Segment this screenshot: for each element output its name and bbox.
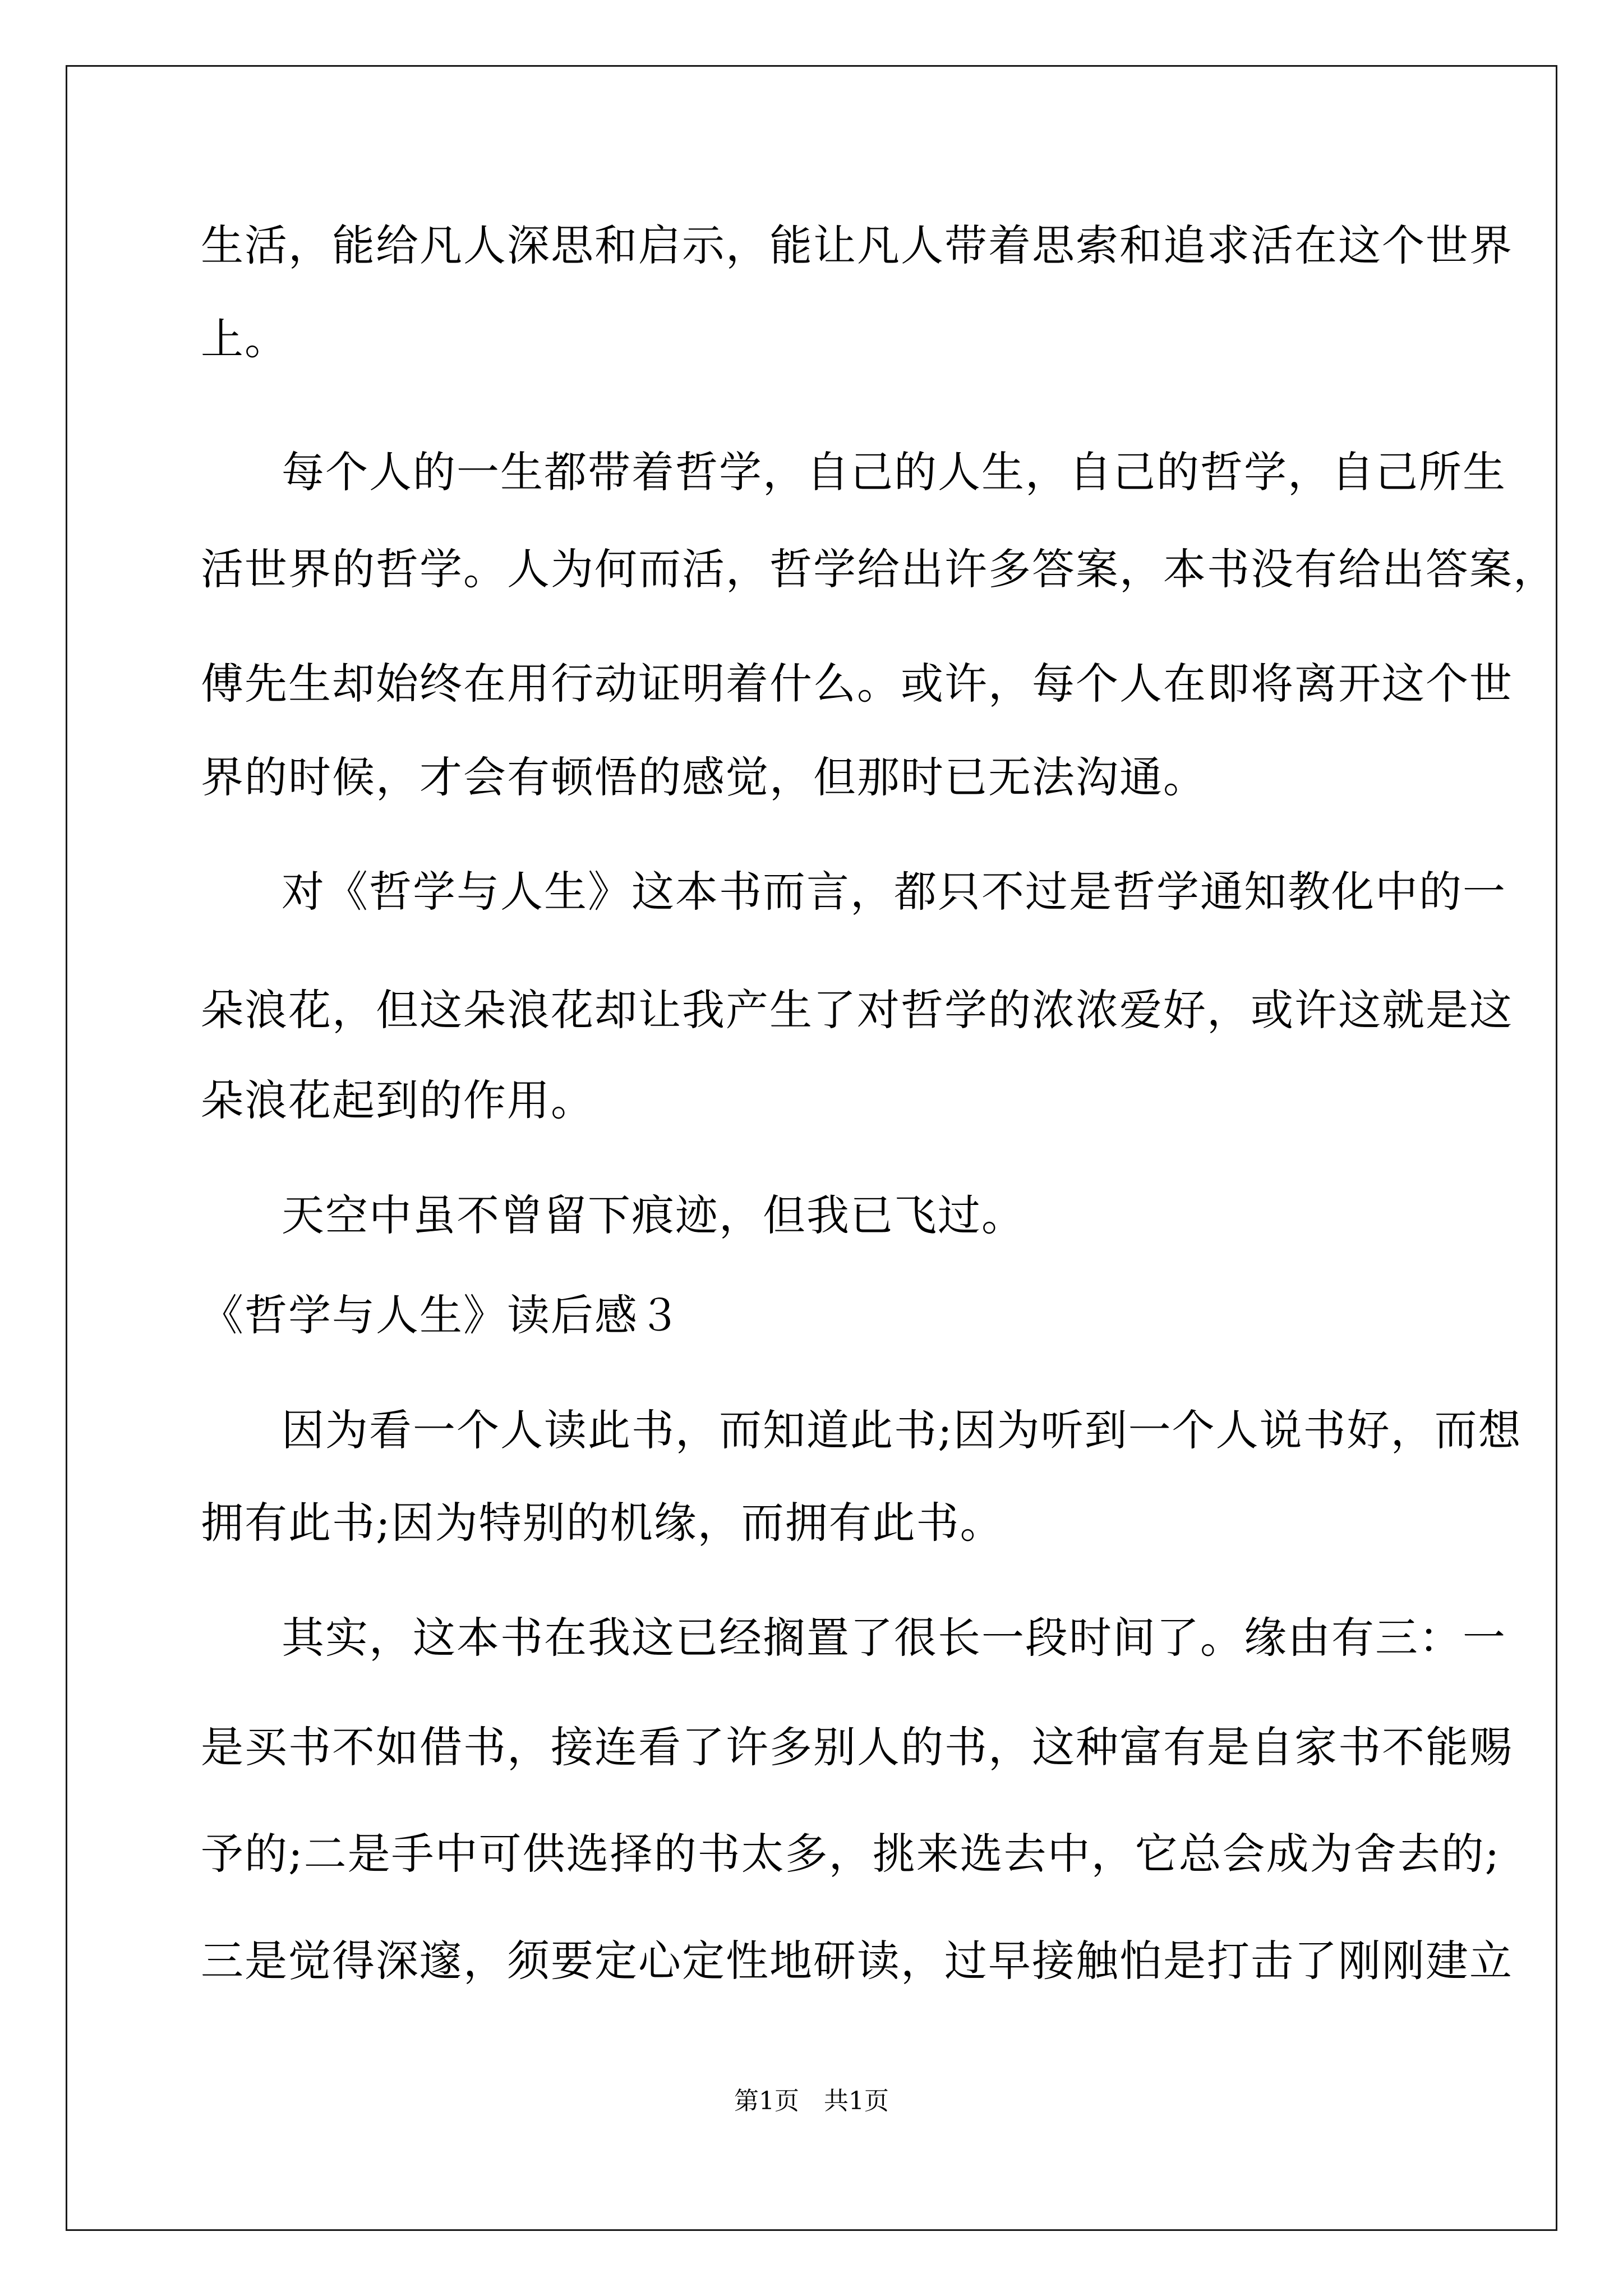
text-line: 拥有此书;因为特别的机缘，而拥有此书。 [201, 1498, 1004, 1548]
text-line: 每个人的一生都带着哲学，自己的人生，自己的哲学，自己所生 [282, 447, 1506, 497]
text-line: 傅先生却始终在用行动证明着什么。或许，每个人在即将离开这个世 [201, 659, 1513, 708]
text-line: 是买书不如借书，接连看了许多别人的书，这种富有是自家书不能赐 [201, 1722, 1513, 1772]
text-line: 因为看一个人读此书，而知道此书;因为听到一个人说书好，而想 [282, 1405, 1522, 1455]
text-line: 生活，能给凡人深思和启示，能让凡人带着思索和追求活在这个世界 [201, 220, 1513, 270]
text-line: 上。 [201, 314, 288, 364]
text-line: 朵浪花，但这朵浪花却让我产生了对哲学的浓浓爱好，或许这就是这 [201, 985, 1513, 1035]
page-number: 第1页 共1页 [734, 2087, 889, 2115]
section-heading: 《哲学与人生》读后感３ [201, 1290, 682, 1340]
text-line: 其实，这本书在我这已经搁置了很长一段时间了。缘由有三：一 [282, 1613, 1506, 1663]
text-line: 予的;二是手中可供选择的书太多，挑来选去中，它总会成为舍去的; [201, 1829, 1501, 1879]
text-line: 三是觉得深邃，须要定心定性地研读，过早接触怕是打击了刚刚建立 [201, 1936, 1513, 1986]
text-line: 朵浪花起到的作用。 [201, 1075, 594, 1125]
text-line: 界的时候，才会有顿悟的感觉，但那时已无法沟通。 [201, 752, 1207, 802]
text-line: 对《哲学与人生》这本书而言，都只不过是哲学通知教化中的一 [282, 867, 1506, 917]
text-line: 活世界的哲学。人为何而活，哲学给出许多答案，本书没有给出答案， [201, 544, 1557, 594]
text-line: 天空中虽不曾留下痕迹，但我已飞过。 [282, 1190, 1025, 1240]
page-border [66, 65, 1557, 2231]
